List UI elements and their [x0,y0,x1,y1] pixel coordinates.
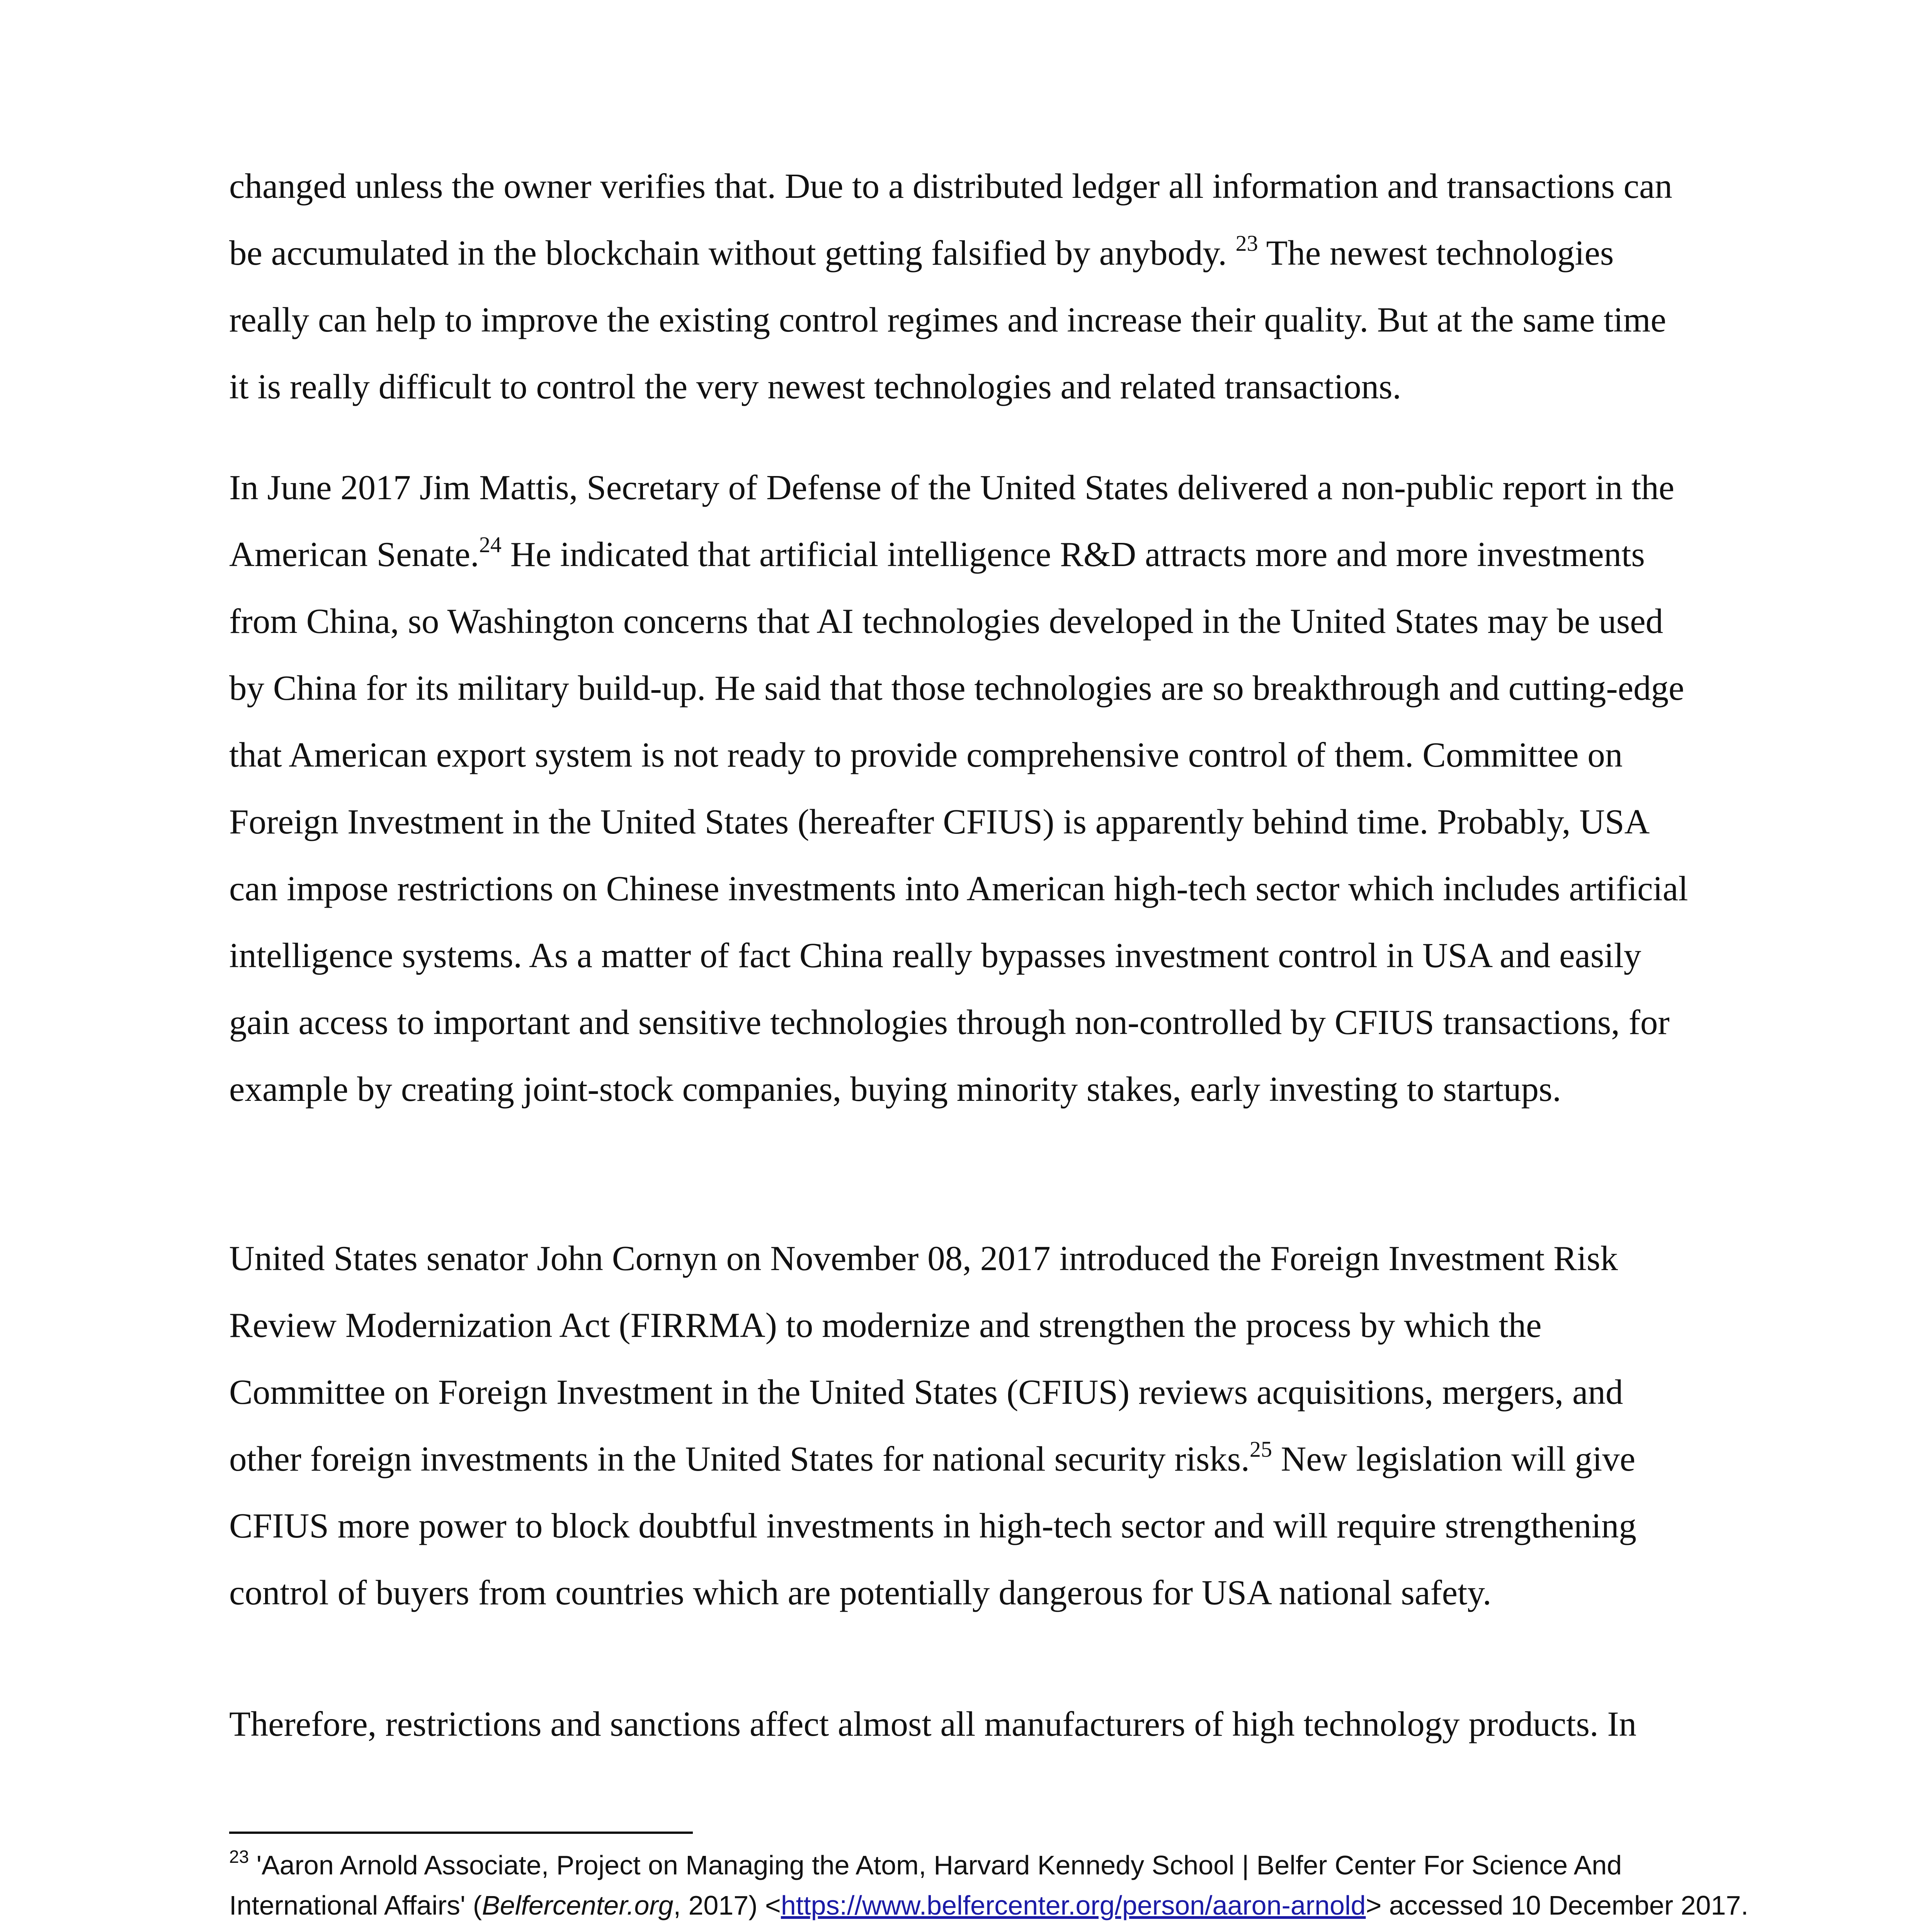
footnote-link[interactable]: https://www.belfercenter.org/person/aaron-arnold [781,1890,1366,1920]
footnote-text: 'Aaron Arnold Associate, Project on Managing the Atom, Harvard Kennedy School | Belfer Center For Science And International Affairs' ( [229,1850,1622,1920]
footnote-separator [229,1832,693,1834]
paragraph-text: In June 2017 Jim Mattis, Secretary of Defense of the United States delivered a non-public report in the American Senate. [229,468,1675,574]
footnote-ref-25[interactable]: 25 [1249,1437,1272,1462]
footnote-number: 23 [229,1847,249,1867]
footnote-text: , 2017) < [673,1890,781,1920]
paragraph-1 [229,153,1694,420]
main-text [229,1690,1694,1757]
paragraph-text: New legislation will give CFIUS more power to block doubtful investments in high-tech sector and will require strengthening control of buyers from countries which are potentially dangerous for USA national safety. [229,1439,1636,1612]
footnote-source: Belfercenter.org [482,1890,674,1920]
footnote-ref-24[interactable]: 24 [479,532,502,557]
paragraph-text: changed unless the owner verifies that. Due to a distributed ledger all information and transactions can be accumulated in the blockchain without getting falsified by anybody. [229,167,1672,272]
main-text [229,153,1694,420]
paragraph-text: He indicated that artificial intelligence R&D attracts more and more investments from China, so Washington concerns that AI technologies developed in the United States may be used by China for its military build-up. He said that those technologies are so breakthrough and cutting-edge that American export system is not ready to provide comprehensive control of them. Committee on Foreign Investment in the United States (hereafter CFIUS) is apparently behind time. Probably, USA can impose restrictions on Chinese investments into American high-tech sector which includes artificial intelligence systems. As a matter of fact China really bypasses investment control in USA and easily gain access to important and sensitive technologies through non-controlled by CFIUS transactions, for example by creating joint-stock companies, buying minority stakes, early investing to startups. [229,535,1688,1109]
main-text [229,1225,1694,1626]
paragraph-text: United States senator John Cornyn on November 08, 2017 introduced the Foreign Investment Risk Review Modernization Act (FIRRMA) to modernize and strengthen the process by which the Committee on Foreign Investment in the United States (CFIUS) reviews acquisitions, mergers, and other foreign investments in the United States for national security risks. [229,1239,1623,1478]
paragraph-2 [229,454,1694,1122]
main-text [229,454,1694,1122]
paragraph-4: Therefore, restrictions and sanctions affect almost all manufacturers of high technology products. In [229,1704,1637,1743]
footnote-23 [229,1845,1767,1925]
footnote-text: > accessed 10 December 2017. [1366,1890,1749,1920]
footnote-ref-23[interactable]: 23 [1235,231,1258,256]
paragraph-3 [229,1225,1694,1626]
paragraph-text: The newest technologies really can help to improve the existing control regimes and increase their quality. But at the same time it is really difficult to control the very newest technologies and related transactions. [229,233,1666,406]
